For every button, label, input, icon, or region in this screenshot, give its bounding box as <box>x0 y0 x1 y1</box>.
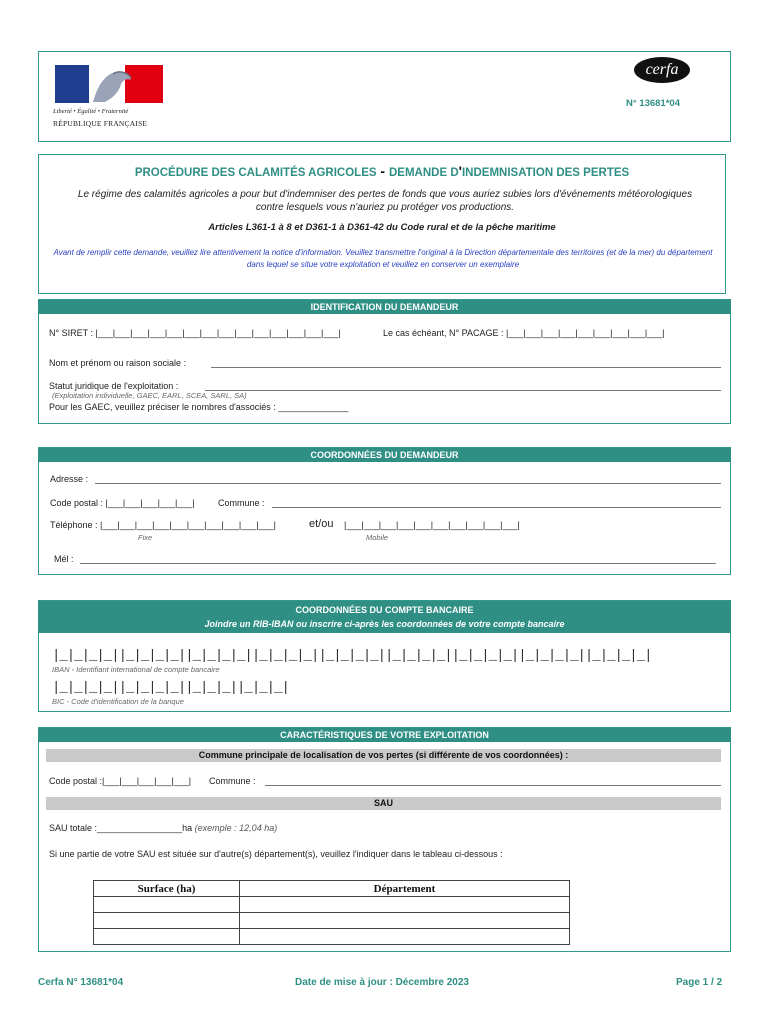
name-input-line[interactable] <box>211 367 721 368</box>
table-cell-departement[interactable] <box>240 897 570 913</box>
iban-hint: IBAN - Identifiant international de compte bancaire <box>52 665 220 674</box>
name-label: Nom et prénom ou raison sociale : <box>49 358 187 368</box>
footer-cerfa-number: Cerfa N° 13681*04 <box>38 977 124 988</box>
table-cell-surface[interactable] <box>94 929 240 945</box>
identification-header: IDENTIFICATION DU DEMANDEUR <box>38 300 731 314</box>
sau-total-field[interactable] <box>49 822 277 834</box>
pacage-field[interactable]: Le cas échéant, N° PACAGE : |___|___|___|___|___|___|___|___|___| <box>383 328 665 338</box>
address-input-line[interactable] <box>95 483 721 484</box>
status-input-line[interactable] <box>205 390 721 391</box>
postal-code-field[interactable]: Code postal : |___|___|___|___|___| <box>50 498 195 508</box>
table-cell-surface[interactable] <box>94 913 240 929</box>
status-label: Statut juridique de l'exploitation : <box>49 381 179 391</box>
coordonnees-box <box>38 447 731 575</box>
cerfa-logo-text: cerfa <box>645 61 679 78</box>
logo-motto: Liberté • Égalité • Fraternité <box>53 108 129 115</box>
sau-bar: SAU <box>46 797 721 810</box>
table-cell-departement[interactable] <box>240 913 570 929</box>
bic-field[interactable]: |_|_|_|_||_|_|_|_||_|_|_||_|_|_| <box>52 680 289 696</box>
table-header-departement: Département <box>240 881 570 897</box>
footer-update-date: Date de mise à jour : Décembre 2023 <box>295 977 469 988</box>
email-input-line[interactable] <box>80 563 716 564</box>
table-header-row <box>94 881 570 897</box>
exploitation-commune-line[interactable] <box>265 785 721 786</box>
phone-field[interactable]: Téléphone : |___|___|___|___|___|___|___|___|___|___| <box>50 520 276 530</box>
marianne-logo <box>53 64 165 130</box>
phone-separator: et/ou <box>309 518 334 530</box>
table-row <box>94 913 570 929</box>
cerfa-logo <box>634 57 690 83</box>
intro-description: Le régime des calamités agricoles a pour but d'indemniser des pertes de fonds que vous auriez subies lors d'événements météorologiques contre lesquels vous n'auriez pu protéger vos productions. <box>77 189 693 213</box>
exploitation-postal-field[interactable]: Code postal :|___|___|___|___|___| <box>49 776 192 786</box>
status-hint: (Exploitation individuelle, GAEC, EARL, SCEA, SARL, SA) <box>52 391 247 400</box>
title-dash: - <box>376 163 389 179</box>
email-label: Mél : <box>54 554 74 564</box>
gaec-field[interactable]: Pour les GAEC, veuillez préciser le nombres d'associés : ______________ <box>49 402 349 412</box>
table-cell-departement[interactable] <box>240 929 570 945</box>
fixe-hint: Fixe <box>138 533 153 542</box>
bic-hint: BIC - Code d'identification de la banque <box>52 697 184 706</box>
title-apostrophe: ' <box>458 163 462 179</box>
table-row <box>94 897 570 913</box>
title-part2: DEMANDE D <box>389 167 459 179</box>
flag-icon <box>53 64 165 104</box>
footer-page-number: Page 1 / 2 <box>676 977 723 988</box>
mobile-field[interactable]: |___|___|___|___|___|___|___|___|___|___| <box>344 520 520 530</box>
title-part1: PROCÉDURE DES CALAMITÉS AGRICOLES <box>134 167 377 179</box>
bank-header: COORDONNÉES DU COMPTE BANCAIRE <box>38 603 731 617</box>
table-row <box>94 929 570 945</box>
commune-label: Commune : <box>218 498 265 508</box>
exploitation-commune-label: Commune : <box>209 776 256 786</box>
page-title <box>38 163 726 179</box>
bank-subheader: Joindre un RIB-IBAN ou inscrire ci-après les coordonnées de votre compte bancaire <box>38 617 731 631</box>
iban-field[interactable]: |_|_|_|_||_|_|_|_||_|_|_|_||_|_|_|_||_|_|_|_||_|_|_|_||_|_|_|_||_|_|_|_||_|_|_|_| <box>52 648 652 664</box>
sau-example: (exemple : 12,04 ha) <box>194 823 278 833</box>
commune-principale-bar: Commune principale de localisation de vos pertes (si différente de vos coordonnées) : <box>46 749 721 762</box>
logo-republic: RÉPUBLIQUE FRANÇAISE <box>53 119 148 128</box>
address-label: Adresse : <box>50 474 89 484</box>
coordonnees-header: COORDONNÉES DU DEMANDEUR <box>38 448 731 462</box>
table-cell-surface[interactable] <box>94 897 240 913</box>
exploitation-header: CARACTÉRISTIQUES DE VOTRE EXPLOITATION <box>38 728 731 742</box>
mobile-hint: Mobile <box>366 533 389 542</box>
sau-instructions: Si une partie de votre SAU est située sur d'autre(s) département(s), veuillez l'indiquer dans le tableau ci-dessous : <box>49 849 503 859</box>
title-part3: INDEMNISATION DES PERTES <box>461 167 630 179</box>
sau-total-label: SAU totale :_________________ha <box>49 823 193 833</box>
form-number: N° 13681*04 <box>626 98 680 109</box>
commune-input-line[interactable] <box>272 507 721 508</box>
siret-field[interactable]: N° SIRET : |___|___|___|___|___|___|___|___|___|___|___|___|___|___| <box>49 328 341 338</box>
table-header-surface: Surface (ha) <box>94 881 240 897</box>
intro-notice: Avant de remplir cette demande, veuillez lire attentivement la notice d'information. Veuillez transmettre l'original à la Direction départementale des territoires (et de la mer) du département dans lequel se situe votre exploitation et veuillez en conserver un exemplaire <box>53 248 713 269</box>
departement-table <box>93 880 570 945</box>
intro-articles: Articles L361-1 à 8 et D361-1 à D361-42 du Code rural et de la pêche maritime <box>208 222 556 233</box>
